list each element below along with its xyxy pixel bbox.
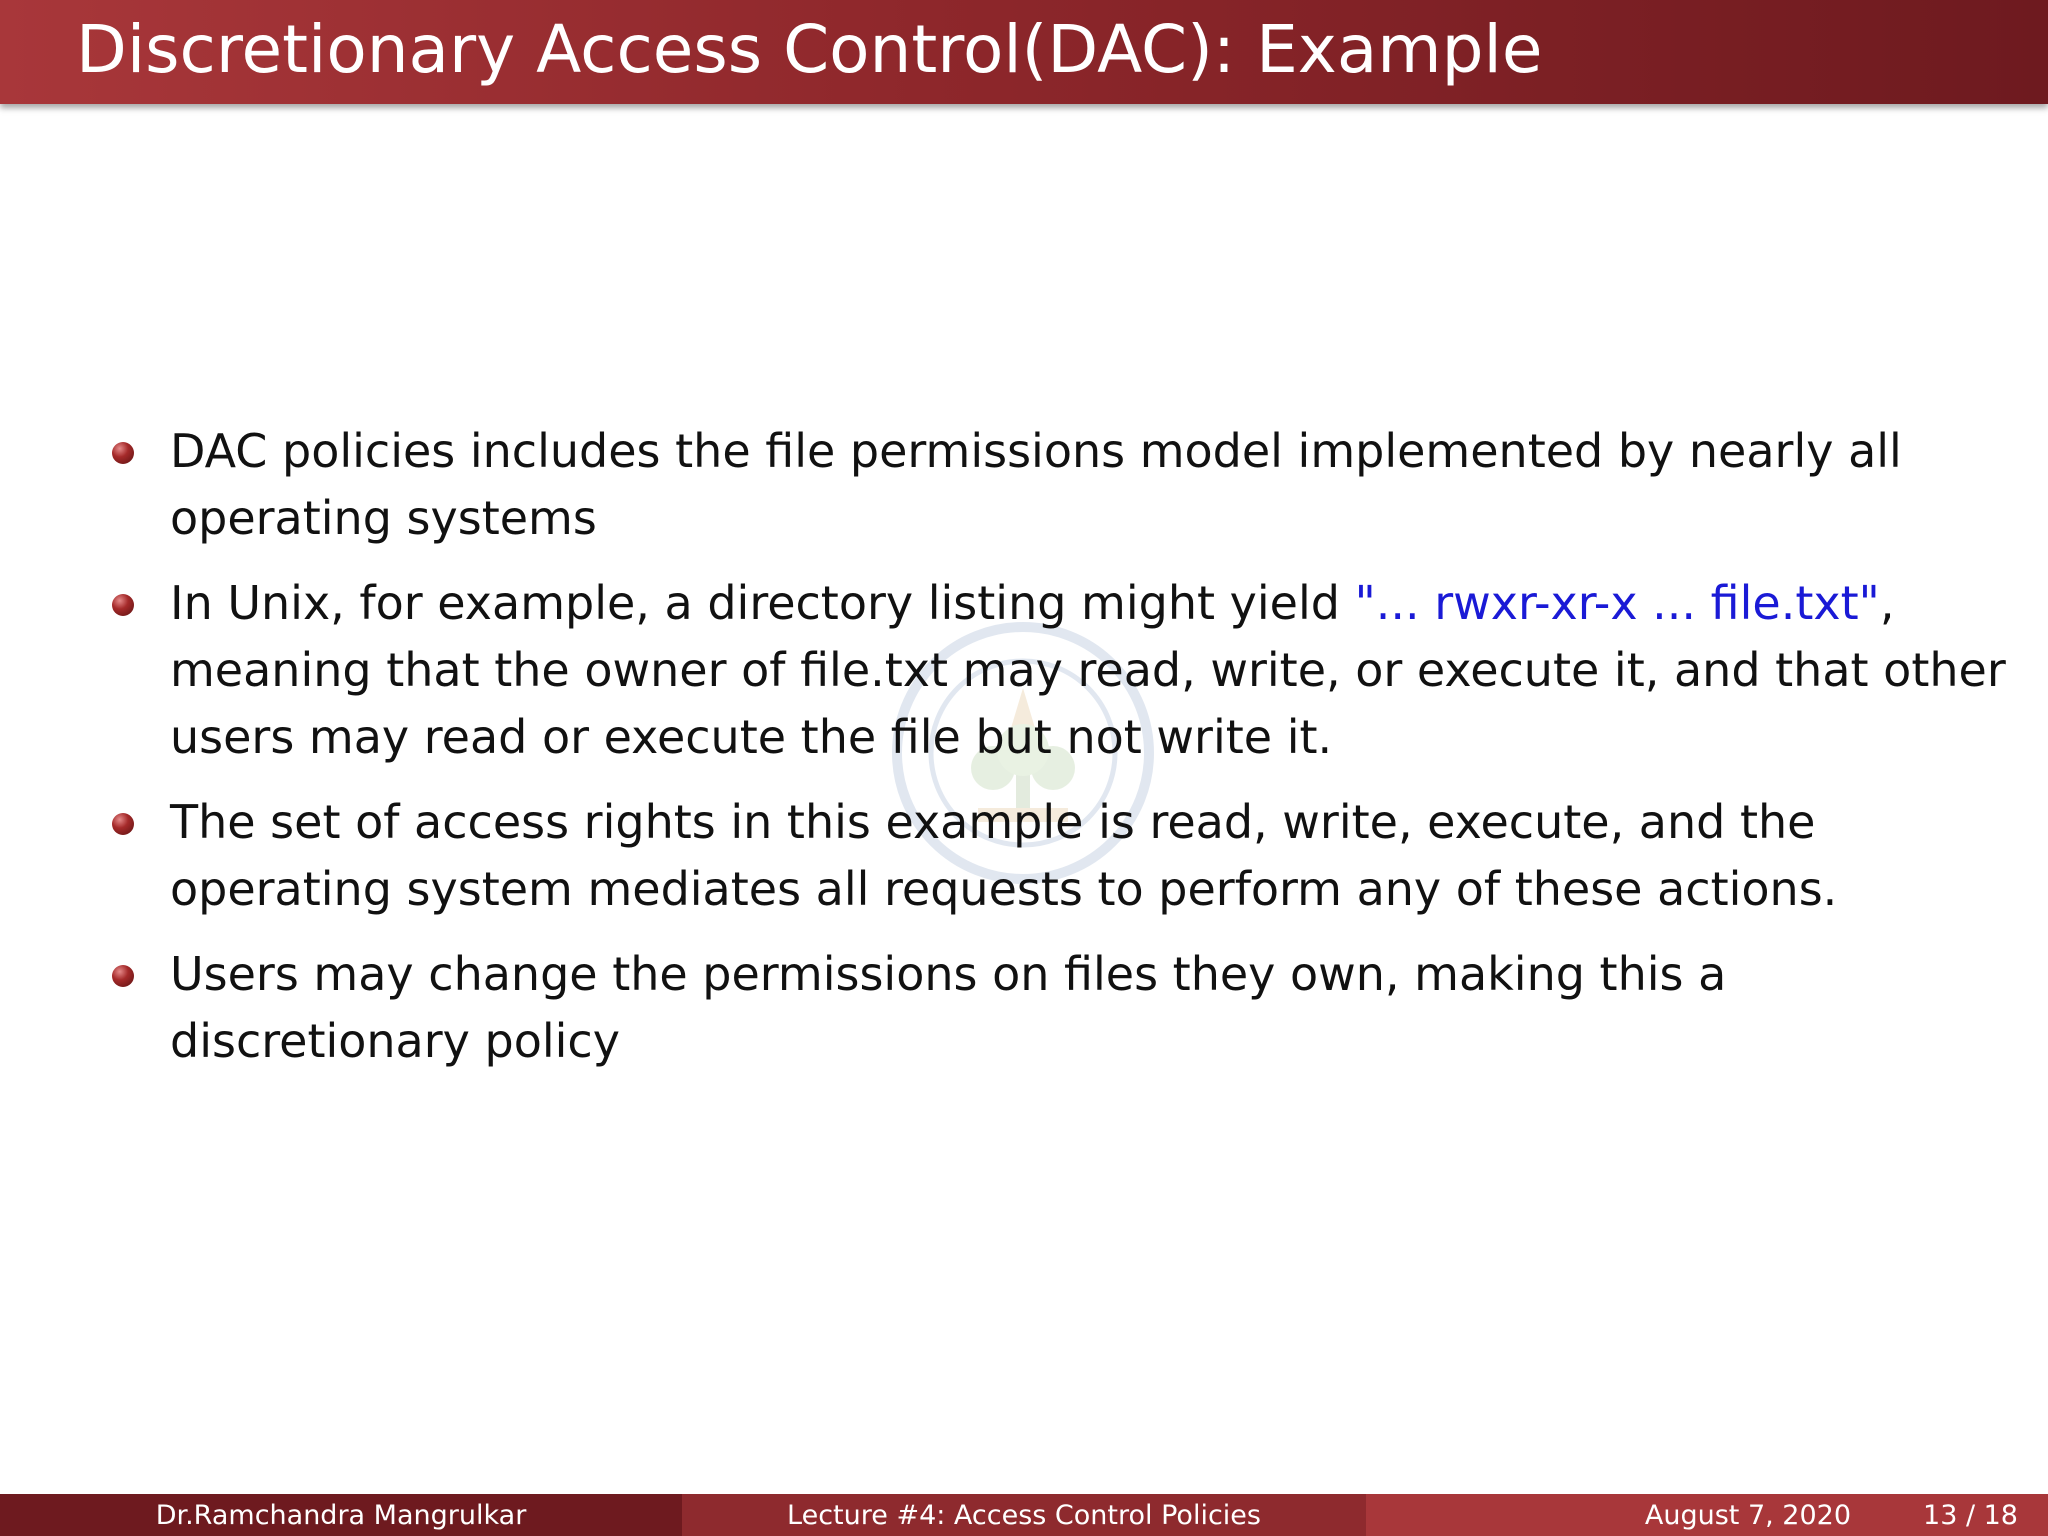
bullet-text: The set of access rights in this example is read, write, execute, and the operating system mediates all requests to perform any of these actions. bbox=[170, 795, 1838, 916]
bullet-item bbox=[108, 941, 2008, 1075]
bullet-text-before: In Unix, for example, a directory listing might yield bbox=[170, 576, 1355, 630]
footer-author: Dr.Ramchandra Mangrulkar bbox=[155, 1499, 527, 1531]
bullet-marker-icon bbox=[112, 594, 134, 616]
bullet-item bbox=[108, 418, 2008, 552]
title-bar bbox=[0, 0, 2048, 104]
footer-lecture: Lecture #4: Access Control Policies bbox=[787, 1499, 1261, 1531]
footer-bar bbox=[0, 1494, 2048, 1536]
bullet-text: DAC policies includes the file permissions model implemented by nearly all operating systems bbox=[170, 424, 1902, 545]
bullet-item bbox=[108, 570, 2008, 771]
bullet-marker-icon bbox=[112, 442, 134, 464]
footer-date-section bbox=[1366, 1494, 2048, 1536]
bullet-list bbox=[108, 418, 2008, 1093]
bullet-text-after: , meaning that the owner of file.txt may read, write, or execute it, and that other users may read or execute the file but not write it. bbox=[170, 576, 2006, 764]
footer-lecture-section bbox=[682, 1494, 1366, 1536]
bullet-marker-icon bbox=[112, 813, 134, 835]
footer-author-section bbox=[0, 1494, 682, 1536]
page-number: 13 / 18 bbox=[1923, 1499, 2018, 1531]
footer-date: August 7, 2020 bbox=[1644, 1499, 1852, 1531]
permission-string: "... rwxr-xr-x ... file.txt" bbox=[1354, 576, 1880, 630]
slide-title: Discretionary Access Control(DAC): Example bbox=[76, 11, 1543, 88]
bullet-item bbox=[108, 789, 2008, 923]
bullet-text: Users may change the permissions on files they own, making this a discretionary policy bbox=[170, 947, 1727, 1068]
bullet-marker-icon bbox=[112, 965, 134, 987]
